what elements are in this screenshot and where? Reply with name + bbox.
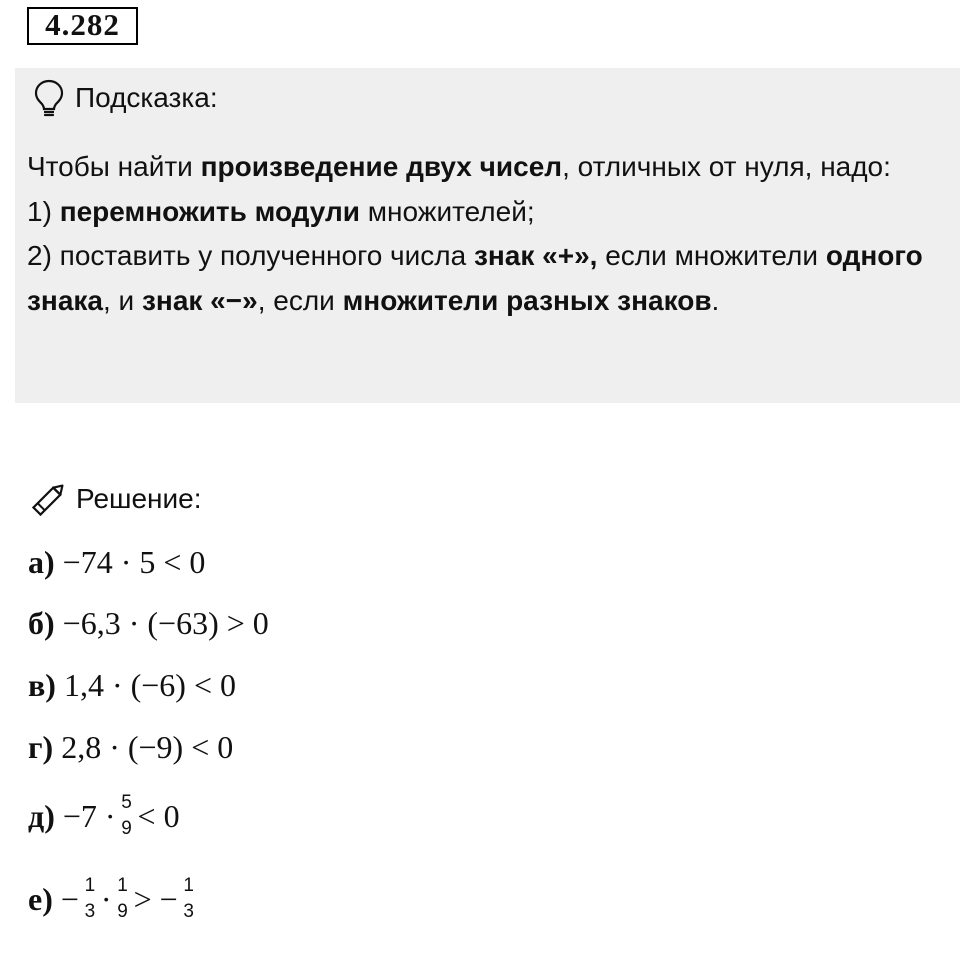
answer-b [28, 605, 269, 642]
answer-expression-middle: > − [133, 880, 178, 917]
fraction-denominator: 9 [121, 818, 132, 839]
pencil-icon [28, 478, 70, 520]
fraction [116, 876, 130, 922]
hint-text-part: , если [257, 284, 343, 316]
answer-expression: −6,3 · (−63) > 0 [62, 605, 269, 641]
hint-text-part: . [711, 284, 720, 316]
hint-header [33, 78, 218, 118]
hint-bold-phrase: перемножить модули [59, 195, 361, 227]
answer-g [28, 729, 233, 766]
fraction [182, 876, 196, 922]
answer-label: г) [28, 729, 54, 765]
answer-label: д) [28, 797, 55, 834]
fraction-denominator: 3 [84, 901, 96, 922]
answer-label: б) [28, 605, 55, 641]
hint-bold-phrase: знак «+», [473, 240, 598, 271]
fraction [83, 876, 97, 922]
answer-expression: 2,8 · (−9) < 0 [61, 729, 234, 765]
hint-bold-phrase: знак «−» [141, 284, 258, 316]
answer-expression-start: −7 · [62, 797, 116, 834]
hint-text-part: , отличных от нуля, надо: [562, 151, 891, 182]
fraction-numerator: 5 [121, 792, 132, 813]
hint-title: Подсказка: [75, 82, 218, 113]
fraction-numerator: 1 [84, 875, 96, 896]
answer-expression-middle: · [100, 880, 112, 917]
answer-e [28, 876, 200, 922]
hint-text [27, 145, 947, 323]
answer-label: е) [28, 880, 53, 917]
fraction-denominator: 3 [183, 901, 194, 922]
hint-text-part: Чтобы найти [27, 151, 201, 182]
hint-box [15, 68, 960, 403]
hint-bold-phrase: множители разных знаков [342, 284, 712, 316]
solution-header [28, 474, 202, 524]
hint-text-part: если множители [597, 240, 826, 271]
fraction-denominator: 9 [117, 901, 128, 922]
fraction-numerator: 1 [183, 875, 194, 896]
fraction-numerator: 1 [117, 875, 128, 896]
hint-text-part: множителей; [360, 195, 535, 227]
hint-text-part: 2) поставить у полученного числа [27, 240, 474, 271]
lightbulb-icon [33, 78, 65, 118]
answer-label: а) [28, 544, 55, 580]
hint-text-part: , и [103, 284, 142, 316]
hint-bold-phrase: одного знака [27, 240, 923, 316]
task-number: 4.282 [27, 7, 138, 45]
hint-bold-phrase: произведение двух чисел [200, 151, 563, 182]
fraction [120, 793, 134, 839]
answer-a [28, 544, 205, 581]
hint-text-part: 1) [27, 195, 60, 227]
solution-title: Решение: [76, 483, 202, 514]
answer-expression: 1,4 · (−6) < 0 [63, 667, 236, 703]
answer-d [28, 793, 180, 839]
answer-expression-start: − [60, 880, 79, 917]
answer-label: в) [28, 667, 56, 703]
answer-expression: −74 · 5 < 0 [62, 544, 206, 580]
answer-v [28, 667, 236, 704]
answer-expression-end: < 0 [137, 797, 180, 834]
